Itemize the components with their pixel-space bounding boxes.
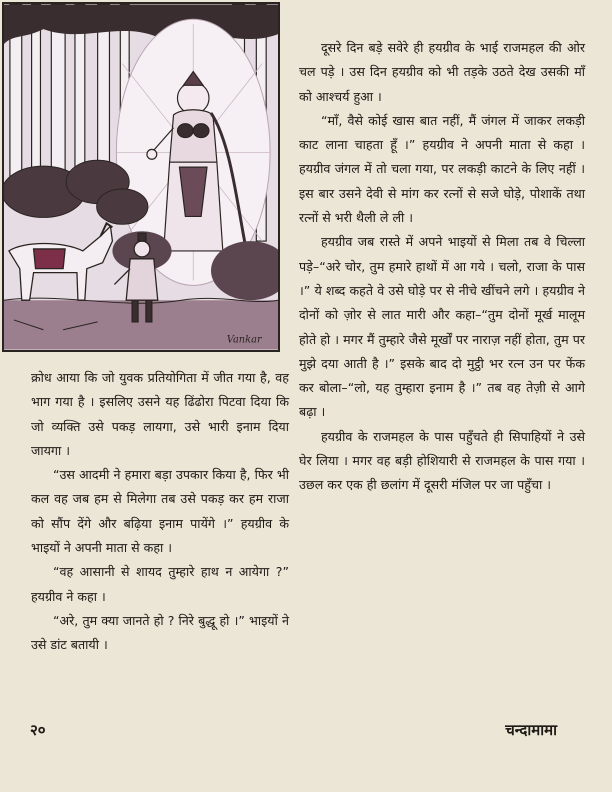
left-text-column	[31, 366, 289, 658]
page-number: २०	[30, 721, 46, 739]
right-paragraph-1: दूसरे दिन बड़े सवेरे ही हयग्रीव के भाई राजमहल की ओर चल पड़े । उस दिन हयग्रीव को भी तड़के उठते देख उसकी माँ को आश्चर्य हुआ ।	[299, 40, 585, 104]
artist-signature: Vankar	[226, 334, 262, 346]
illustration-drawing	[4, 4, 278, 350]
right-paragraph-4: हयग्रीव के राजमहल के पास पहुँचते ही सिपाहियों ने उसे घेर लिया । मगर वह बड़ी होशियारी से राजमहल के पास गया । उछल कर एक ही छलांग में दूसरी मंजिल पर जा पहुँचा ।	[299, 428, 585, 493]
right-paragraph-2: “माँ, वैसे कोई खास बात नहीं, मैं जंगल में जाकर लकड़ी काट लाना चाहता हूँ ।” हयग्रीव ने अपनी माता से कहा । हयग्रीव जंगल में तो चला गया, पर लकड़ी काटने के लिए नहीं । इस बार उसने देवी से मांग कर रत्नों से सजे घोड़े, पोशाकें तथा रत्नों से भरी थैली ले ली ।	[299, 112, 585, 226]
right-text-column	[299, 36, 585, 498]
magazine-title: चन्दामामा	[505, 721, 557, 739]
left-paragraph-3: “वह आसानी से शायद तुम्हारे हाथ न आयेगा ?” हयग्रीव ने कहा ।	[31, 564, 289, 604]
left-paragraph-2: “उस आदमी ने हमारा बड़ा उपकार किया है, फिर भी कल वह जब हम से मिलेगा तब उसे पकड़ कर हम राजा को सौंप देंगे और बढ़िया इनाम पायेंगे ।” हयग्रीव के भाइयों ने अपनी माता से कहा ।	[31, 467, 289, 556]
left-paragraph-1: क्रोध आया कि जो युवक प्रतियोगिता में जीत गया है, वह भाग गया है । इसलिए उसने यह ढिंढोरा पिटवा दिया कि जो व्यक्ति उसे पकड़ लायगा, उसे भारी इनाम दिया जायगा ।	[31, 370, 289, 458]
story-illustration	[2, 2, 280, 352]
right-paragraph-3: हयग्रीव जब रास्ते में अपने भाइयों से मिला तब वे चिल्ला पड़े–“अरे चोर, तुम हमारे हाथों में आ गये । चलो, राजा के पास ।” ये शब्द कहते वे उसे घोड़े पर से नीचे खींचने लगे । हयग्रीव ने दोनों को ज़ोर से लात मारी और कहा–“तुम दोनों मूर्ख मालूम होते हो । मगर मैं तुम्हारे जैसे मूर्खों पर नाराज़ नहीं होता, तुम पर मुझे दया आती है ।” इसके बाद दो मुट्ठी भर रत्न उन पर फेंक कर बोला–“लो, यह तुम्हारा इनाम है ।” तब वह तेज़ी से आगे बढ़ा ।	[299, 234, 585, 420]
left-paragraph-4: “अरे, तुम क्या जानते हो ? निरे बुद्धू हो ।” भाइयों ने उसे डांट बतायी ।	[31, 612, 289, 653]
